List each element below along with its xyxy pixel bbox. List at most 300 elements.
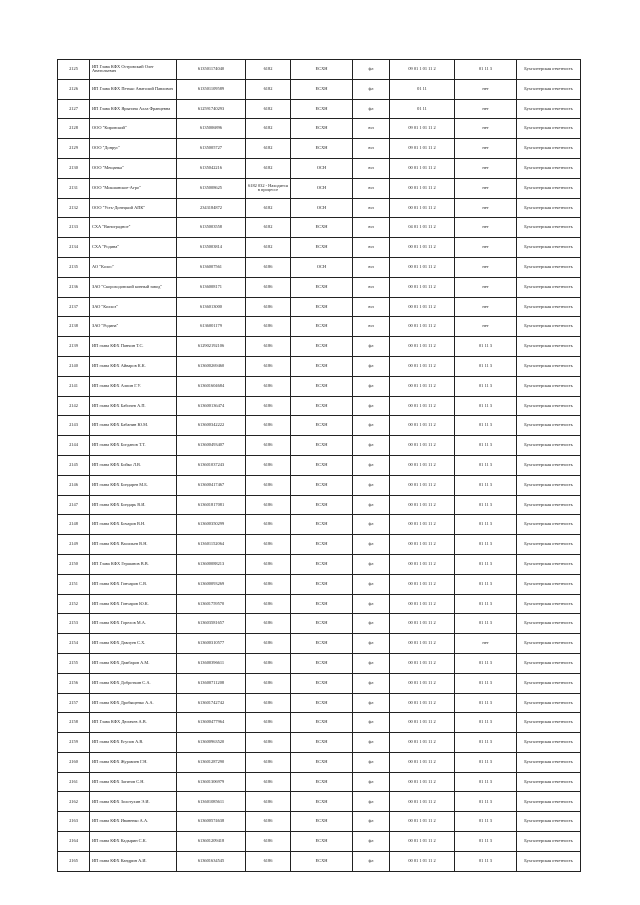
report-type: Бухгалтерская отчетность [517,812,581,832]
row-number: 2155 [58,653,90,673]
row-number: 2139 [58,337,90,357]
okved-code: 6186 [246,634,291,654]
okved-code: 6182 [246,79,291,99]
row-number: 2151 [58,574,90,594]
inn-code: 6135005727 [177,139,246,159]
okud-code: 00 01 1 01 11 2 [390,535,455,555]
row-number: 2158 [58,713,90,733]
registry-table [57,59,581,872]
inn-code: 613600342222 [177,416,246,436]
okud-code: 00 01 1 01 11 2 [390,574,455,594]
entity-type: фл [353,495,390,515]
okud-code: 00 01 1 01 11 2 [390,356,455,376]
report-type: Бухгалтерская отчетность [517,396,581,416]
report-type: Бухгалтерская отчетность [517,713,581,733]
okved-code: 6186 [246,297,291,317]
organization-name: ИП глава КФХ Панчин Т.С. [90,337,177,357]
okud-secondary-code: 01 11 3 [455,376,517,396]
table-row [58,277,581,297]
inn-code: 6136001179 [177,317,246,337]
okved-code: 6186 [246,495,291,515]
okud-code: 00 01 1 01 11 2 [390,594,455,614]
report-type: Бухгалтерская отчетность [517,317,581,337]
entity-type: фл [353,376,390,396]
inn-code: 613600396611 [177,653,246,673]
okved-code: 6186 [246,535,291,555]
okud-code: 00 01 1 01 11 2 [390,455,455,475]
okved-code: 6186 [246,832,291,852]
row-number: 2147 [58,495,90,515]
entity-type: юл [353,317,390,337]
row-number: 2131 [58,178,90,198]
entity-type: фл [353,455,390,475]
okved-code: 6186 [246,475,291,495]
inn-code: 613600493407 [177,436,246,456]
entity-type: фл [353,475,390,495]
row-number: 2135 [58,257,90,277]
inn-code: 613600963520 [177,733,246,753]
report-type: Бухгалтерская отчетность [517,436,581,456]
report-type: Бухгалтерская отчетность [517,198,581,218]
row-number: 2162 [58,792,90,812]
row-number: 2157 [58,693,90,713]
entity-type: фл [353,79,390,99]
report-type: Бухгалтерская отчетность [517,356,581,376]
okud-code: 00 01 1 01 11 2 [390,792,455,812]
okud-secondary-code: 01 11 3 [455,851,517,871]
report-type: Бухгалтерская отчетность [517,792,581,812]
okud-secondary-code: нет [455,257,517,277]
report-type: Бухгалтерская отчетность [517,416,581,436]
tax-regime: ЕСХН [291,752,353,772]
table-row [58,356,581,376]
inn-code: 6136013000 [177,297,246,317]
report-type: Бухгалтерская отчетность [517,614,581,634]
table-row [58,535,581,555]
okud-secondary-code: 01 11 3 [455,653,517,673]
table-row [58,851,581,871]
inn-code: 613501174040 [177,60,246,80]
okved-code: 6186 [246,376,291,396]
organization-name: ИП глава КФХ Богданов Т.Т. [90,436,177,456]
row-number: 2153 [58,614,90,634]
inn-code: 6135003814 [177,238,246,258]
table-row [58,238,581,258]
inn-code: 613600310577 [177,634,246,654]
entity-type: фл [353,396,390,416]
entity-type: юл [353,178,390,198]
okud-secondary-code: 01 11 3 [455,752,517,772]
organization-name: ООО "Мокшанское-Агро" [90,178,177,198]
okud-code: 00 01 1 01 11 2 [390,713,455,733]
table-row [58,693,581,713]
okved-code: 6186 [246,614,291,634]
row-number: 2159 [58,733,90,753]
table-row [58,614,581,634]
report-type: Бухгалтерская отчетность [517,99,581,119]
row-number: 2130 [58,158,90,178]
tax-regime: ЕСХН [291,614,353,634]
okud-secondary-code: 01 11 3 [455,713,517,733]
registry-rows [58,60,581,872]
inn-code: 613600093269 [177,574,246,594]
table-row [58,673,581,693]
organization-name: ЗАО "Родина" [90,317,177,337]
tax-regime: ЕСХН [291,693,353,713]
okved-code: 6182 032 - Находится в процессе [246,178,291,198]
okved-code: 6182 [246,139,291,159]
entity-type: фл [353,634,390,654]
okved-code: 6186 [246,752,291,772]
organization-name: ИП Глава КФХ Дюгачев А.В. [90,713,177,733]
inn-code: 2343184872 [177,198,246,218]
organization-name: ООО "Мещанка" [90,158,177,178]
row-number: 2148 [58,515,90,535]
row-number: 2134 [58,238,90,258]
okud-code: 00 01 1 01 11 2 [390,733,455,753]
okud-code: 00 01 1 01 11 2 [390,158,455,178]
okud-code: 00 01 1 01 11 2 [390,851,455,871]
okud-secondary-code: нет [455,297,517,317]
okved-code: 6182 [246,198,291,218]
table-row [58,317,581,337]
okved-code: 6186 [246,733,291,753]
organization-name: ИП глава КФХ Доброткин С.А. [90,673,177,693]
inn-code: 613600088213 [177,554,246,574]
tax-regime: ЕСХН [291,515,353,535]
okud-code: 00 01 1 01 11 2 [390,198,455,218]
okud-secondary-code: 01 11 3 [455,594,517,614]
report-type: Бухгалтерская отчетность [517,337,581,357]
organization-name: ИП Глава КФХ Ярыгина Алла Францевна [90,99,177,119]
okud-code: 00 01 1 01 11 2 [390,495,455,515]
entity-type: юл [353,277,390,297]
organization-name: ИП глава КФХ Гончаров Ю.К. [90,594,177,614]
report-type: Бухгалтерская отчетность [517,60,581,80]
okud-secondary-code: 01 11 3 [455,436,517,456]
inn-code: 613601817081 [177,495,246,515]
entity-type: фл [353,614,390,634]
row-number: 2141 [58,376,90,396]
tax-regime: ЕСХН [291,317,353,337]
row-number: 2128 [58,119,90,139]
tax-regime: ЕСХН [291,297,353,317]
okud-code: 00 01 1 01 11 2 [390,475,455,495]
table-row [58,119,581,139]
organization-name: ИП глава КФХ Бондарев М.Б. [90,475,177,495]
entity-type: фл [353,416,390,436]
table-row [58,713,581,733]
inn-code: 612591740293 [177,99,246,119]
table-row [58,396,581,416]
organization-name: ИП Глава КФХ Петько Анатолий Павлович [90,79,177,99]
tax-regime: ОСН [291,158,353,178]
okud-secondary-code: 01 11 3 [455,416,517,436]
okved-code: 6182 [246,238,291,258]
okud-code: 00 01 1 01 11 2 [390,515,455,535]
organization-name: ИП глава КФХ Золотухин Э.И. [90,792,177,812]
row-number: 2127 [58,99,90,119]
okud-code: 00 01 1 01 11 2 [390,832,455,852]
entity-type: фл [353,832,390,852]
table-row [58,455,581,475]
tax-regime: ЕСХН [291,772,353,792]
organization-name: ИП глава КФХ Гончаров С.В. [90,574,177,594]
inn-code: 6135006896 [177,119,246,139]
entity-type: фл [353,653,390,673]
inn-code: 613601306979 [177,772,246,792]
table-row [58,554,581,574]
okud-secondary-code: 01 11 3 [455,60,517,80]
tax-regime: ЕСХН [291,416,353,436]
okved-code: 6186 [246,554,291,574]
report-type: Бухгалтерская отчетность [517,733,581,753]
inn-code: 613600711208 [177,673,246,693]
row-number: 2138 [58,317,90,337]
report-type: Бухгалтерская отчетность [517,297,581,317]
row-number: 2164 [58,832,90,852]
tax-regime: ЕСХН [291,79,353,99]
entity-type: юл [353,119,390,139]
report-type: Бухгалтерская отчетность [517,653,581,673]
okud-secondary-code: нет [455,238,517,258]
organization-name: ИП глава КФХ Давлуев С.Х. [90,634,177,654]
tax-regime: ЕСХН [291,851,353,871]
tax-regime: ЕСХН [291,653,353,673]
entity-type: юл [353,198,390,218]
row-number: 2133 [58,218,90,238]
report-type: Бухгалтерская отчетность [517,455,581,475]
organization-name: ЗАО "Колхоз" [90,297,177,317]
row-number: 2149 [58,535,90,555]
row-number: 2126 [58,79,90,99]
report-type: Бухгалтерская отчетность [517,475,581,495]
tax-regime: ЕСХН [291,594,353,614]
report-type: Бухгалтерская отчетность [517,693,581,713]
organization-name: ИП глава КФХ Васильев В.Н. [90,535,177,555]
inn-code: 613600574638 [177,812,246,832]
organization-name: ИП глава КФХ Егупов А.В. [90,733,177,753]
okud-secondary-code: 01 11 3 [455,772,517,792]
okved-code: 6186 [246,594,291,614]
tax-regime: ЕСХН [291,535,353,555]
row-number: 2163 [58,812,90,832]
tax-regime: ЕСХН [291,119,353,139]
tax-regime: ЕСХН [291,574,353,594]
okved-code: 6186 [246,653,291,673]
okved-code: 6186 [246,515,291,535]
tax-regime: ЕСХН [291,60,353,80]
okud-secondary-code: 01 11 3 [455,495,517,515]
tax-regime: ЕСХН [291,475,353,495]
okud-code: 00 01 1 01 11 2 [390,238,455,258]
table-row [58,158,581,178]
row-number: 2152 [58,594,90,614]
okved-code: 6182 [246,119,291,139]
inn-code: 613601634545 [177,851,246,871]
table-row [58,99,581,119]
entity-type: юл [353,139,390,159]
tax-regime: ЕСХН [291,277,353,297]
row-number: 2161 [58,772,90,792]
report-type: Бухгалтерская отчетность [517,257,581,277]
okud-secondary-code: нет [455,317,517,337]
organization-name: ИП Глава КФХ Гершанов В.В. [90,554,177,574]
row-number: 2143 [58,416,90,436]
okud-secondary-code: 01 11 3 [455,673,517,693]
entity-type: фл [353,594,390,614]
okud-secondary-code: нет [455,198,517,218]
okved-code: 6186 [246,356,291,376]
row-number: 2145 [58,455,90,475]
okved-code: 6186 [246,792,291,812]
okud-secondary-code: нет [455,99,517,119]
report-type: Бухгалтерская отчетность [517,139,581,159]
table-row [58,594,581,614]
okud-secondary-code: нет [455,178,517,198]
tax-regime: ЕСХН [291,713,353,733]
entity-type: фл [353,337,390,357]
entity-type: фл [353,792,390,812]
table-row [58,139,581,159]
organization-name: ИП глава КФХ Бабанин Ю.М. [90,416,177,436]
okud-secondary-code: нет [455,158,517,178]
report-type: Бухгалтерская отчетность [517,554,581,574]
tax-regime: ЕСХН [291,673,353,693]
report-type: Бухгалтерская отчетность [517,634,581,654]
okud-code: 00 01 1 01 11 2 [390,653,455,673]
inn-code: 613601759570 [177,594,246,614]
okved-code: 6186 [246,257,291,277]
table-row [58,475,581,495]
okud-code: 00 01 1 01 11 2 [390,673,455,693]
organization-name: ИП глава КФХ Бойко Л.В. [90,455,177,475]
entity-type: фл [353,60,390,80]
entity-type: фл [353,812,390,832]
report-type: Бухгалтерская отчетность [517,119,581,139]
organization-name: АО "Колос" [90,257,177,277]
okud-code: 00 01 1 01 11 2 [390,297,455,317]
okud-code: 00 01 1 01 11 2 [390,752,455,772]
okud-code: 00 01 1 01 11 2 [390,416,455,436]
okud-code: 00 01 1 01 11 2 [390,436,455,456]
okved-code: 6186 [246,772,291,792]
okud-secondary-code: нет [455,277,517,297]
okud-code: 00 01 1 01 11 2 [390,178,455,198]
table-row [58,634,581,654]
okud-code: 09 01 1 01 11 2 [390,139,455,159]
organization-name: ИП глава КФХ Бабичев А.П. [90,396,177,416]
tax-regime: ОСН [291,198,353,218]
tax-regime: ЕСХН [291,436,353,456]
entity-type: фл [353,574,390,594]
organization-name: ИП глава КФХ Журавлев Г.Н. [90,752,177,772]
report-type: Бухгалтерская отчетность [517,376,581,396]
tax-regime: ЕСХН [291,376,353,396]
tax-regime: ЕСХН [291,238,353,258]
entity-type: фл [353,851,390,871]
table-row [58,416,581,436]
entity-type: юл [353,297,390,317]
report-type: Бухгалтерская отчетность [517,752,581,772]
organization-name: ООО "Усть-Донецкий АПК" [90,198,177,218]
okud-secondary-code: 01 11 3 [455,337,517,357]
report-type: Бухгалтерская отчетность [517,673,581,693]
table-row [58,574,581,594]
report-type: Бухгалтерская отчетность [517,515,581,535]
table-row [58,376,581,396]
okved-code: 6186 [246,416,291,436]
report-type: Бухгалтерская отчетность [517,772,581,792]
inn-code: 612902192106 [177,337,246,357]
organization-name: ООО "Кировский" [90,119,177,139]
okved-code: 6186 [246,812,291,832]
okud-secondary-code: 01 11 3 [455,356,517,376]
okud-code: 09 01 1 01 11 2 [390,119,455,139]
okud-secondary-code: 01 11 3 [455,733,517,753]
tax-regime: ЕСХН [291,99,353,119]
okud-code: 09 01 1 01 11 2 [390,60,455,80]
row-number: 2125 [58,60,90,80]
organization-name: СХА "Родина" [90,238,177,258]
organization-name: ИП глава КФХ Иваненко А.А. [90,812,177,832]
okved-code: 6186 [246,436,291,456]
okved-code: 6186 [246,851,291,871]
tax-regime: ЕСХН [291,812,353,832]
tax-regime: ОСН [291,257,353,277]
entity-type: фл [353,693,390,713]
inn-code: 613601085611 [177,792,246,812]
tax-regime: ЕСХН [291,337,353,357]
tax-regime: ЕСХН [291,733,353,753]
okud-secondary-code: 01 11 3 [455,614,517,634]
okved-code: 6186 [246,396,291,416]
inn-code: 613603581657 [177,614,246,634]
okud-code: 00 01 1 01 11 2 [390,277,455,297]
okud-code: 00 01 1 01 11 2 [390,812,455,832]
table-row [58,297,581,317]
table-row [58,436,581,456]
okved-code: 6182 [246,158,291,178]
okved-code: 6182 [246,60,291,80]
okud-secondary-code: нет [455,218,517,238]
row-number: 2150 [58,554,90,574]
table-row [58,178,581,198]
row-number: 2132 [58,198,90,218]
entity-type: юл [353,218,390,238]
tax-regime: ЕСХН [291,218,353,238]
row-number: 2140 [58,356,90,376]
tax-regime: ЕСХН [291,139,353,159]
organization-name: ИП глава КФХ Горелов М.А. [90,614,177,634]
report-type: Бухгалтерская отчетность [517,851,581,871]
inn-code: 613601604684 [177,376,246,396]
table-row [58,337,581,357]
okud-secondary-code: 01 11 3 [455,693,517,713]
table-row [58,218,581,238]
inn-code: 613600350299 [177,515,246,535]
tax-regime: ЕСХН [291,356,353,376]
entity-type: фл [353,99,390,119]
inn-code: 613601287290 [177,752,246,772]
inn-code: 613600136474 [177,396,246,416]
tax-regime: ЕСХН [291,554,353,574]
entity-type: фл [353,356,390,376]
report-type: Бухгалтерская отчетность [517,495,581,515]
report-type: Бухгалтерская отчетность [517,574,581,594]
okved-code: 6186 [246,693,291,713]
tax-regime: ЕСХН [291,495,353,515]
